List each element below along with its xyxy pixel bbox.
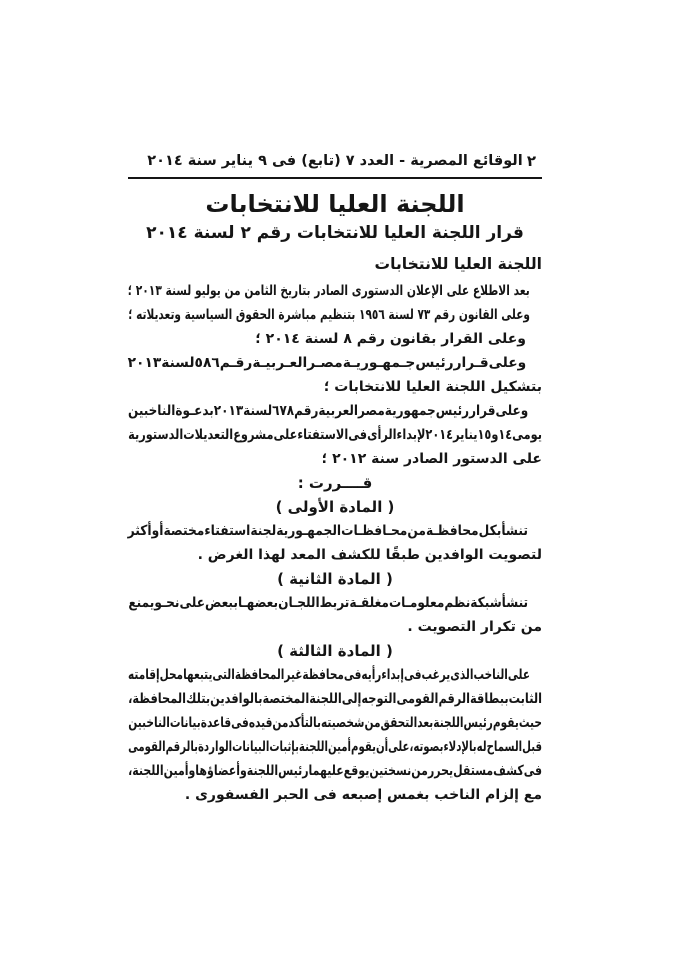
body-word: البيانات: [232, 739, 270, 755]
body-word: تنشأ: [501, 523, 528, 539]
committee-name: اللجنة العليا للانتخابات: [374, 255, 542, 273]
body-word: قـرار: [453, 355, 489, 371]
body-line: بتشكيل اللجنة العليا للانتخابات ؛: [323, 379, 542, 395]
body-word: المحافظة: [234, 667, 285, 683]
body-word: الواردة: [197, 739, 233, 755]
body-word: بدعـوة: [175, 403, 214, 419]
body-line: [128, 399, 542, 423]
body-word: مغلقـة: [349, 595, 389, 611]
body-word: بالإدلاء: [443, 739, 477, 755]
body-word: بكل: [478, 523, 502, 539]
body-word: الجمهـورية: [276, 523, 342, 539]
body-word: يحرر: [427, 763, 454, 779]
body-word: الثابت: [508, 691, 542, 707]
gazette-title: الوقائع المصرية - العدد ٧ (تابع) فى ٩ يناير سنة ٢٠١٤: [147, 153, 523, 169]
body-word: الدستورية: [128, 427, 184, 443]
body-word: أن: [375, 739, 389, 755]
body-word: قاعدة: [200, 715, 232, 731]
body-word: ببطاقة: [470, 691, 509, 707]
page-number: ٢: [526, 152, 536, 170]
body-line: على الدستور الصادر سنة ٢٠١٢ ؛: [321, 451, 542, 467]
body-word: جمهورية: [384, 403, 436, 419]
body-line: مع إلزام الناخب بغمس إصبعه فى الحبر الفسفورى .: [184, 787, 542, 803]
document-body: [128, 279, 542, 807]
body-word: قرار: [469, 403, 496, 419]
body-line: [128, 759, 542, 783]
body-word: رئيس: [463, 715, 493, 731]
body-word: يمنع: [128, 595, 155, 611]
body-word: العربية: [318, 403, 359, 419]
body-word: ٦٧٨: [272, 403, 295, 419]
body-line: بعد الاطلاع على الإعلان الدستورى الصادر بتاريخ الثامن من يوليو لسنة ٢٠١٣ ؛: [127, 283, 530, 299]
body-line: [127, 519, 542, 543]
body-word: الرأى: [367, 427, 397, 443]
body-word: محل: [159, 667, 184, 683]
body-word: التوجه: [361, 691, 397, 707]
body-word: مختصة: [163, 523, 205, 539]
body-word: الرقم: [438, 691, 471, 707]
body-word: وعلى: [488, 355, 527, 371]
body-word: نظم: [444, 595, 471, 611]
body-word: اللجنة: [309, 691, 342, 707]
header-rule: [128, 177, 542, 179]
body-word: إقامته: [128, 667, 160, 683]
body-word: بعد: [417, 715, 434, 731]
body-word: وأمين: [163, 763, 196, 779]
body-word: يوقع: [343, 763, 370, 779]
body-word: لجنة: [250, 523, 277, 539]
body-word: حيث: [518, 715, 542, 731]
body-word: ١٤: [498, 427, 513, 443]
body-word: شبكة: [470, 595, 502, 611]
body-word: الاستفتاء: [297, 427, 349, 443]
body-word: رقـم: [219, 355, 253, 371]
body-word: التعديلات: [183, 427, 234, 443]
body-word: استفتاء: [204, 523, 251, 539]
body-word: له: [476, 739, 487, 755]
body-word: اللجنة: [246, 763, 279, 779]
body-word: غير: [284, 667, 303, 683]
body-word: ،: [128, 763, 133, 779]
body-line: [128, 423, 542, 447]
body-line: ( المادة الثانية ): [277, 570, 393, 588]
body-word: المختصة: [262, 691, 310, 707]
body-word: بالرقم: [165, 739, 198, 755]
text-column: [128, 0, 542, 807]
body-word: يتبعها: [183, 667, 213, 683]
body-word: الناخبين: [128, 403, 176, 419]
body-line: قــــررت :: [297, 474, 373, 492]
body-word: رأيه: [361, 667, 382, 683]
decree-subtitle: قرار اللجنة العليا للانتخابات رقم ٢ لسنة ٢٠١٤: [146, 223, 524, 243]
body-line: ( المادة الثالثة ): [277, 642, 393, 660]
body-word: تربط: [319, 595, 350, 611]
body-word: ٢٠١٣: [213, 403, 244, 419]
body-word: لإبداء: [396, 427, 426, 443]
body-word: شخصيته: [320, 715, 365, 731]
body-word: مصر: [358, 403, 385, 419]
body-word: بصوته: [413, 739, 444, 755]
body-line: [128, 687, 542, 711]
body-word: نحـو: [154, 595, 180, 611]
body-word: معلومـات: [388, 595, 445, 611]
body-word: على: [388, 739, 410, 755]
body-word: من: [407, 523, 427, 539]
body-word: رئيس: [435, 403, 470, 419]
body-word: مشروع: [233, 427, 274, 443]
body-word: تنشأ: [501, 595, 529, 611]
body-word: مصـر: [307, 355, 343, 371]
body-word: على: [507, 667, 530, 683]
body-word: أكثر: [127, 523, 152, 539]
body-word: الناخبين: [128, 715, 170, 731]
body-word: يقوم: [351, 739, 376, 755]
body-word: فى: [343, 667, 362, 683]
body-word: على: [179, 595, 206, 611]
body-word: بتلك: [186, 691, 211, 707]
decree-authority-title: اللجنة العليا للانتخابات: [205, 190, 465, 218]
body-line: [128, 735, 542, 759]
body-word: بيانات: [169, 715, 201, 731]
body-line: لتصويت الوافدين طبقًا للكشف المعد لهذا الغرض .: [197, 547, 542, 563]
body-word: رئيس: [278, 763, 309, 779]
body-line: [128, 711, 542, 735]
body-word: قبل: [522, 739, 542, 755]
body-word: على: [273, 427, 298, 443]
body-line: [127, 351, 542, 375]
body-word: من: [364, 715, 381, 731]
body-word: أو: [151, 523, 164, 539]
body-word: ٢٠١٣: [127, 355, 162, 371]
body-line: [128, 591, 542, 615]
body-word: التى: [212, 667, 235, 683]
body-word: السماح: [486, 739, 523, 755]
body-word: يرغب: [421, 667, 451, 683]
body-word: التحقق: [380, 715, 418, 731]
body-word: إبداء: [381, 667, 404, 683]
body-word: مستقل: [453, 763, 494, 779]
body-word: يقوم: [492, 715, 519, 731]
body-word: اللجنة: [433, 715, 464, 731]
body-word: بعضهـا: [237, 595, 279, 611]
body-word: لسنة: [243, 403, 273, 419]
body-word: بالوافدين: [210, 691, 263, 707]
body-word: القومى: [396, 691, 439, 707]
body-word: وأعضاؤها: [195, 763, 247, 779]
body-word: عليهما: [308, 763, 344, 779]
body-word: لسنة: [161, 355, 195, 371]
body-word: كشف: [493, 763, 524, 779]
running-header: [128, 150, 542, 172]
body-word: يومى: [512, 427, 542, 443]
body-word: يناير: [453, 427, 478, 443]
body-word: المحافظة: [132, 691, 187, 707]
body-word: ٥٨٦: [194, 355, 220, 371]
body-word: القومى: [128, 739, 166, 755]
body-word: فى: [403, 667, 422, 683]
body-word: إلى: [341, 691, 362, 707]
body-word: محـافظـات: [341, 523, 408, 539]
body-word: الناخب: [473, 667, 508, 683]
body-word: ،: [409, 739, 414, 755]
body-word: العـربيـة: [252, 355, 308, 371]
body-word: من: [272, 715, 289, 731]
body-word: ،: [128, 691, 133, 707]
body-word: قيده: [248, 715, 273, 731]
body-line: وعلى القانون رقم ٧٣ لسنة ١٩٥٦ بتنظيم مباشرة الحقوق السياسية وتعديلاته ؛: [128, 307, 530, 323]
body-word: فى: [523, 763, 542, 779]
body-word: اللجـان: [278, 595, 320, 611]
body-word: أمين: [327, 739, 352, 755]
body-line: [128, 663, 543, 687]
body-word: ٢٠١٤: [425, 427, 454, 443]
body-word: فى: [348, 427, 368, 443]
body-word: و١٥: [477, 427, 499, 443]
body-word: فى: [231, 715, 249, 731]
body-word: وعلى: [495, 403, 529, 419]
body-word: الذى: [450, 667, 474, 683]
body-word: نسختين: [369, 763, 412, 779]
body-word: محافظـة: [426, 523, 479, 539]
body-line: ( المادة الأولى ): [275, 498, 395, 516]
body-word: رئيس: [415, 355, 454, 371]
body-word: اللجنة: [132, 763, 164, 779]
body-word: رقم: [294, 403, 319, 419]
body-word: ببعض: [205, 595, 238, 611]
body-word: اللجنة: [298, 739, 328, 755]
body-word: بالتأكد: [288, 715, 321, 731]
body-word: جـمهـوريـة: [342, 355, 416, 371]
body-word: محافظة: [302, 667, 344, 683]
body-word: بإثبات: [269, 739, 299, 755]
body-word: من: [411, 763, 428, 779]
body-line: وعلى القرار بقانون رقم ٨ لسنة ٢٠١٤ ؛: [255, 331, 526, 347]
body-line: من تكرار التصويت .: [407, 619, 542, 635]
